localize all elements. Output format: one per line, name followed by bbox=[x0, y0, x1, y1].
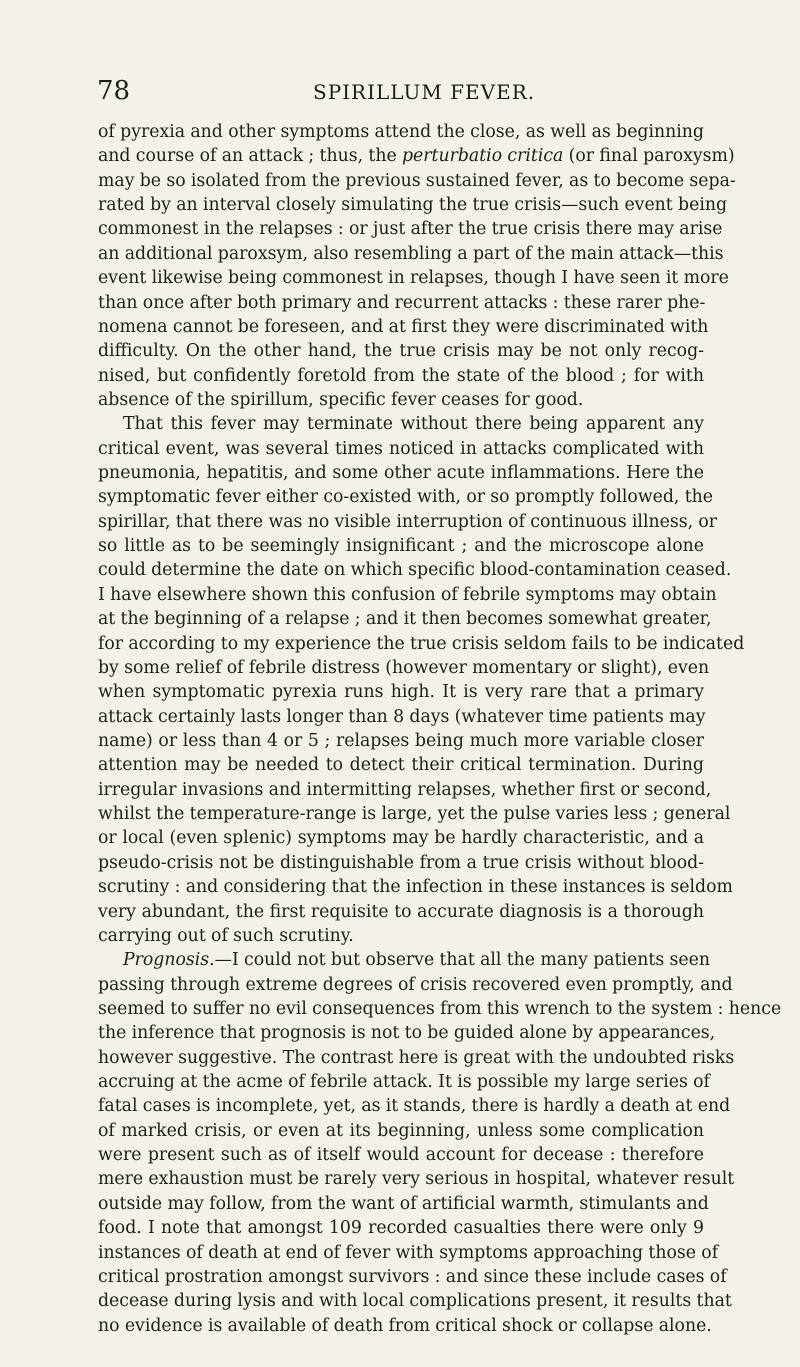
text-line: irregular invasions and intermitting relapses, whether first or second, bbox=[98, 779, 712, 800]
text-line: nised, but confidently foretold from the state of the blood ; for with bbox=[98, 365, 704, 386]
text-line: pneumonia, hepatitis, and some other acute inflammations. Here the bbox=[98, 463, 704, 484]
text-line: outside may follow, from the want of artificial warmth, stimulants and bbox=[98, 1193, 709, 1214]
text-line: decease during lysis and with local complications present, it results that bbox=[98, 1291, 732, 1312]
text-line: critical prostration amongst survivors : and since these include cases of bbox=[98, 1266, 727, 1287]
text-line: absence of the spirillum, specific fever ceases for good. bbox=[98, 389, 584, 410]
text-line: an additional paroxsym, also resembling a part of the main attack—this bbox=[98, 243, 724, 264]
text-line: attention may be needed to detect their critical termination. During bbox=[98, 755, 704, 776]
text-line: could determine the date on which specific blood-contamination ceased. bbox=[98, 560, 732, 581]
text-line: instances of death at end of fever with symptoms approaching those of bbox=[98, 1242, 719, 1263]
text-line: carrying out of such scrutiny. bbox=[98, 925, 354, 946]
text-line: may be so isolated from the previous sustained fever, as to become sepa- bbox=[98, 170, 736, 191]
text-line: fatal cases is incomplete, yet, as it stands, there is hardly a death at end bbox=[98, 1096, 731, 1117]
text-line: and course of an attack ; thus, the perturbatio critica (or final paroxysm) bbox=[98, 146, 735, 167]
text-line: no evidence is available of death from critical shock or collapse alone. bbox=[98, 1315, 712, 1336]
text-line: name) or less than 4 or 5 ; relapses being much more variable closer bbox=[98, 730, 704, 751]
text-line: or local (even splenic) symptoms may be hardly characteristic, and a bbox=[98, 828, 704, 849]
text-line: so little as to be seemingly insignificant ; and the microscope alone bbox=[98, 536, 704, 557]
text-line: passing through extreme degrees of crisis recovered even promptly, and bbox=[98, 974, 733, 995]
text-line: accruing at the acme of febrile attack. It is possible my large series of bbox=[98, 1072, 710, 1093]
text-line: the inference that prognosis is not to be guided alone by appearances, bbox=[98, 1023, 716, 1044]
text-line: commonest in the relapses : or just after the true crisis there may arise bbox=[98, 219, 723, 240]
text-line: of marked crisis, or even at its beginning, unless some complication bbox=[98, 1120, 704, 1141]
text-line: I have elsewhere shown this confusion of febrile symptoms may obtain bbox=[98, 584, 717, 605]
section-heading: Prognosis. bbox=[123, 950, 215, 971]
text-line: by some relief of febrile distress (however momentary or slight), even bbox=[98, 657, 710, 678]
text-line: rated by an interval closely simulating the true crisis—such event being bbox=[98, 195, 728, 216]
text-line: for according to my experience the true crisis seldom fails to be indicated bbox=[98, 633, 745, 654]
text-line: seemed to suffer no evil consequences from this wrench to the system : hence bbox=[98, 998, 782, 1019]
text-line: That this fever may terminate without there being apparent any bbox=[123, 414, 704, 435]
text-line: attack certainly lasts longer than 8 days (whatever time patients may bbox=[98, 706, 706, 727]
text-line: event likewise being commonest in relapses, though I have seen it more bbox=[98, 268, 729, 289]
text-line: difficulty. On the other hand, the true crisis may be not only recog- bbox=[98, 341, 704, 362]
text-line: of pyrexia and other symptoms attend the close, as well as beginning bbox=[98, 122, 704, 142]
text-line: food. I note that amongst 109 recorded casualties there were only 9 bbox=[98, 1218, 704, 1239]
body-text bbox=[98, 120, 782, 1338]
text-line: at the beginning of a relapse ; and it then becomes somewhat greater, bbox=[98, 609, 712, 630]
text-line: mere exhaustion must be rarely very serious in hospital, whatever result bbox=[98, 1169, 735, 1190]
text-line: however suggestive. The contrast here is great with the undoubted risks bbox=[98, 1047, 735, 1068]
text-line: critical event, was several times noticed in attacks complicated with bbox=[98, 438, 704, 459]
text-line: symptomatic fever either co-existed with, or so promptly followed, the bbox=[98, 487, 713, 508]
text-line: Prognosis.—I could not but observe that all the many patients seen bbox=[123, 950, 710, 971]
text-line: whilst the temperature-range is large, yet the pulse varies less ; general bbox=[98, 804, 731, 825]
text-line: spirillar, that there was no visible interruption of continuous illness, or bbox=[98, 511, 718, 532]
text-line: when symptomatic pyrexia runs high. It is very rare that a primary bbox=[98, 682, 704, 703]
running-title: SPIRILLUM FEVER. bbox=[313, 80, 536, 104]
text-line: nomena cannot be foreseen, and at first they were discriminated with bbox=[98, 316, 709, 337]
text-line: than once after both primary and recurrent attacks : these rarer phe- bbox=[98, 292, 706, 313]
page-number: 78 bbox=[97, 76, 131, 106]
text-line: were present such as of itself would account for decease : therefore bbox=[98, 1145, 704, 1166]
text-line: very abundant, the first requisite to accurate diagnosis is a thorough bbox=[98, 901, 704, 922]
text-line: pseudo-crisis not be distinguishable from a true crisis without blood- bbox=[98, 852, 704, 873]
text-line: scrutiny : and considering that the infection in these instances is seldom bbox=[98, 877, 733, 898]
